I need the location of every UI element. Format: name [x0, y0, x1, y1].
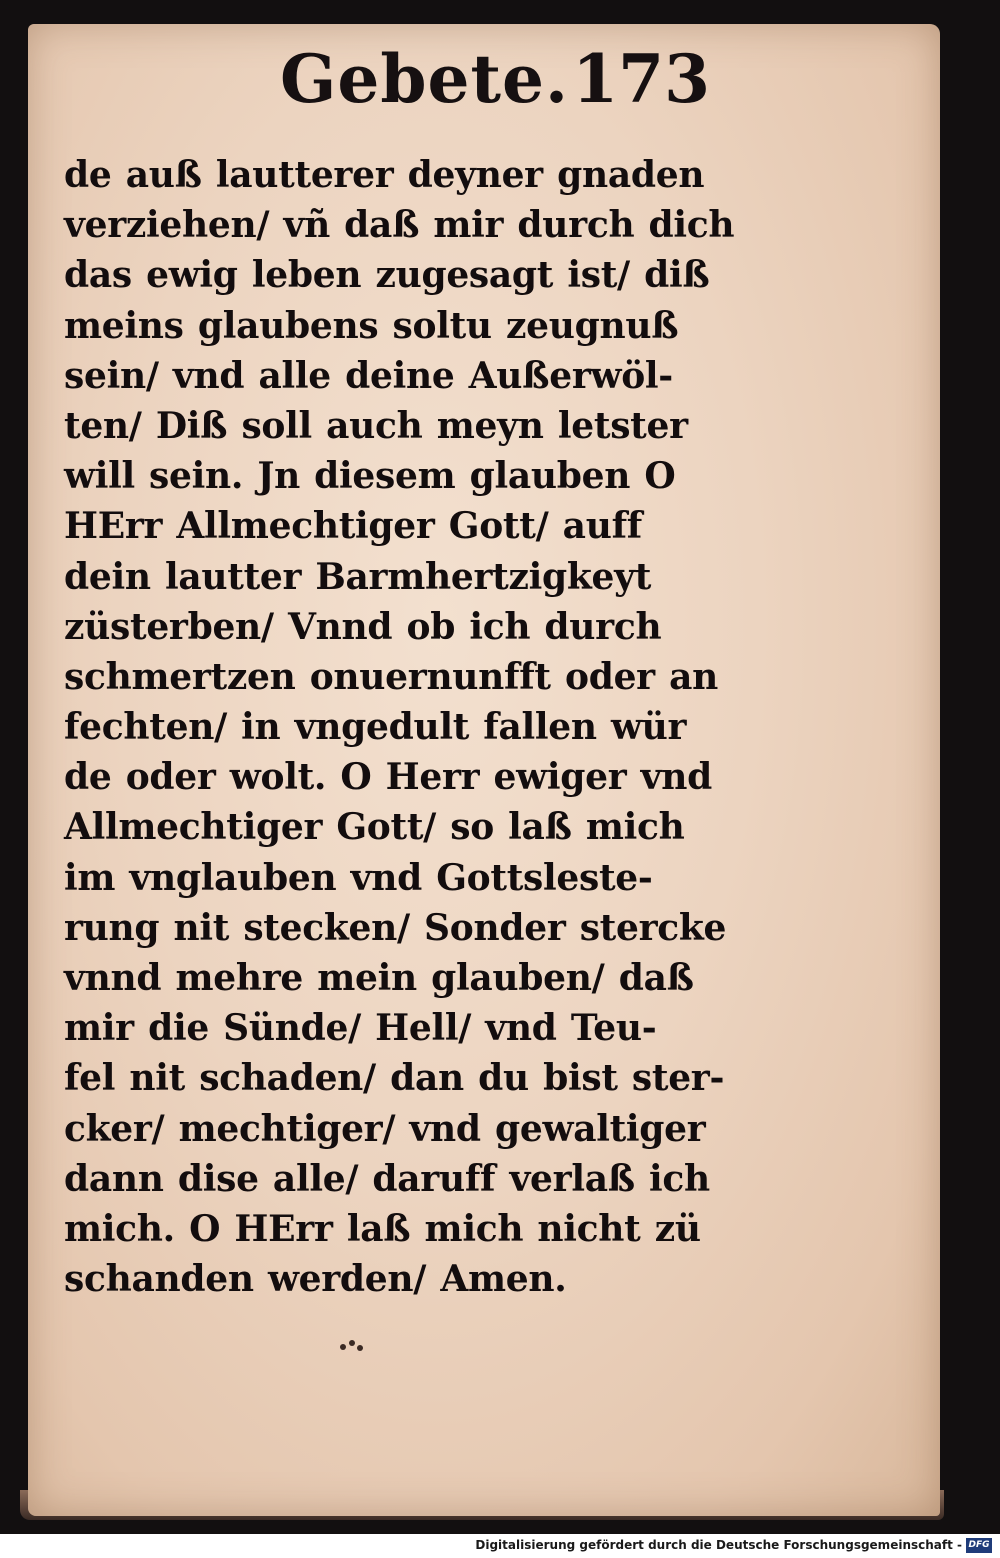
text-line: dein lautter Barmhertzigkeyt — [64, 555, 652, 598]
ink-specks — [340, 1340, 364, 1352]
page-number: 173 — [572, 40, 710, 118]
text-line: de auß lautterer deyner gnaden — [64, 154, 705, 196]
text-line: HErr Allmechtiger Gott/ auff — [64, 505, 642, 548]
text-line: sein/ vnd alle deine Außerwöl- — [64, 354, 673, 397]
page-header — [280, 40, 740, 140]
text-line: fel nit schaden/ dan du bist ster- — [64, 1057, 725, 1100]
text-line: das ewig leben zugesagt ist/ diß — [64, 254, 710, 297]
text-line: fechten/ in vngedult fallen wür — [64, 706, 687, 749]
text-line: de oder wolt. O Herr ewiger vnd — [64, 756, 712, 799]
text-line: Allmechtiger Gott/ so laß mich — [64, 806, 685, 849]
footer-bar — [0, 1534, 1000, 1558]
text-line: mich. O HErr laß mich nicht zü — [64, 1207, 701, 1250]
text-line: mir die Sünde/ Hell/ vnd Teu- — [64, 1007, 657, 1050]
dfg-logo-icon: DFG — [966, 1538, 992, 1553]
text-line: züsterben/ Vnnd ob ich durch — [64, 605, 662, 648]
text-line: dann dise alle/ daruff verlaß ich — [64, 1157, 710, 1200]
text-line: schmertzen onuernunfft oder an — [64, 655, 718, 698]
text-line: vnnd mehre mein glauben/ daß — [64, 957, 694, 999]
text-line: ten/ Diß soll auch meyn letster — [64, 404, 688, 447]
text-block — [64, 150, 735, 1304]
funding-note: Digitalisierung gefördert durch die Deutsche Forschungsgemeinschaft - — [475, 1538, 962, 1552]
running-title: Gebete. — [280, 40, 569, 118]
text-line: schanden werden/ Amen. — [64, 1258, 567, 1301]
text-line: im vnglauben vnd Gottsleste- — [64, 856, 653, 899]
text-line: will sein. Jn diesem glauben O — [64, 455, 676, 498]
text-line: rung nit stecken/ Sonder stercke — [64, 906, 727, 949]
text-line: meins glaubens soltu zeugnuß — [64, 304, 679, 347]
text-line: cker/ mechtiger/ vnd gewaltiger — [64, 1107, 706, 1150]
text-line: verziehen/ vñ daß mir durch dich — [64, 204, 735, 247]
